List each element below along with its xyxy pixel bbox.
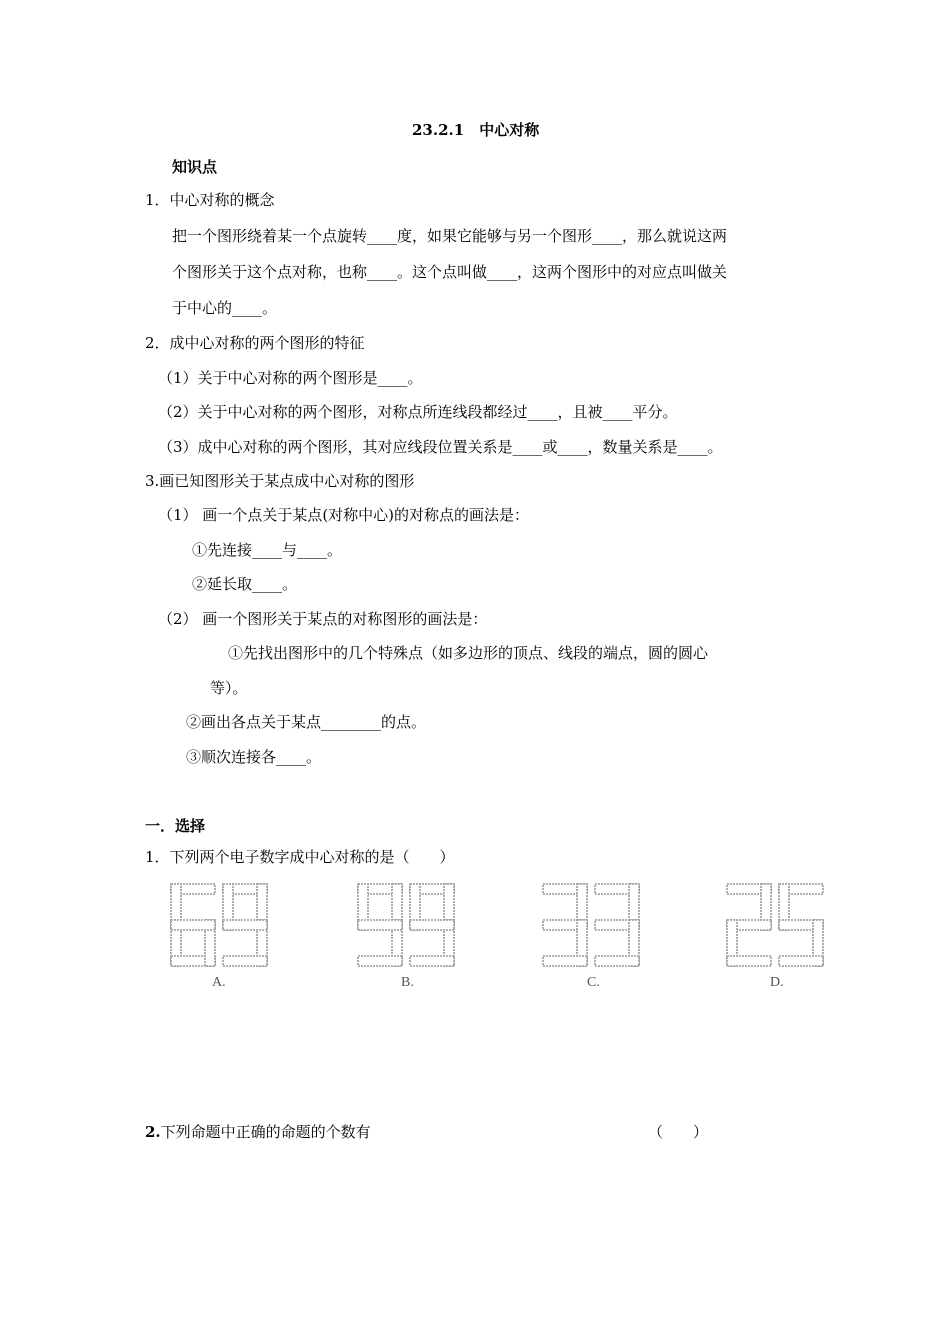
section-3-part-1-step-2: ②延长取____。 (192, 575, 298, 593)
section-3-part-2-step-3: ③顺次连接各____。 (186, 748, 322, 766)
section-1-line-3: 于中心的____。 (172, 299, 278, 317)
digit-segment (223, 920, 267, 930)
section-2-heading: 2．成中心对称的两个图形的特征 (145, 334, 365, 352)
section-2-item-3: （3）成中心对称的两个图形，其对应线段位置关系是____或____，数量关系是____。 (158, 438, 723, 456)
section-3-part-1-step-1: ①先连接____与____。 (192, 541, 343, 559)
digit-segment (358, 920, 402, 930)
section-2-item-1: （1）关于中心对称的两个图形是____。 (158, 369, 423, 387)
section-1-line-2: 个图形关于这个点对称，也称____。这个点叫做____，这两个图形中的对应点叫做关 (172, 263, 728, 281)
option-c-label: C. (587, 975, 600, 990)
digit-segment (410, 956, 454, 966)
exercise-heading: 一．选择 (145, 817, 206, 835)
digit-segment (595, 956, 639, 966)
digit-segment (779, 956, 823, 966)
section-2-item-2: （2）关于中心对称的两个图形，对称点所连线段都经过____，且被____平分。 (158, 403, 678, 421)
section-3-part-1: （1） 画一个点关于某点(对称中心)的对称点的画法是： (158, 506, 530, 524)
question-2-number: 2. (145, 1123, 161, 1141)
digit-segment (223, 956, 267, 966)
option-b-figure (355, 882, 457, 968)
section-1-heading: 1．中心对称的概念 (145, 191, 275, 209)
section-3-part-2: （2） 画一个图形关于某点的对称图形的画法是： (158, 610, 488, 628)
section-3-part-2-step-1: ①先找出图形中的几个特殊点（如多边形的顶点、线段的端点，圆的圆心 (228, 644, 709, 662)
question-2-text: 下列命题中正确的命题的个数有 (160, 1123, 371, 1141)
section-3-part-2-step-2: ②画出各点关于某点________的点。 (186, 713, 427, 731)
option-d-figure (724, 882, 826, 968)
question-2-answer-paren: （ ） (648, 1123, 709, 1141)
option-d-label: D. (770, 975, 784, 990)
digit-segment (358, 956, 402, 966)
option-a-label: A. (212, 975, 226, 990)
section-3-heading: 3.画已知图形关于某点成中心对称的图形 (145, 472, 415, 490)
digit-segment (171, 920, 215, 930)
question-2 (145, 1122, 371, 1142)
option-c-figure (540, 882, 642, 968)
question-1: 1．下列两个电子数字成中心对称的是（ ） (145, 848, 455, 866)
knowledge-heading: 知识点 (172, 158, 218, 176)
digit-segment (543, 956, 587, 966)
option-b-label: B. (401, 975, 414, 990)
digit-segment (410, 920, 454, 930)
option-a-figure (168, 882, 270, 968)
section-1-line-1: 把一个图形绕着某一个点旋转____度，如果它能够与另一个图形____，那么就说这两 (172, 227, 728, 245)
section-3-part-2-step-1-cont: 等）。 (210, 679, 248, 697)
page-title: 23.2.1 中心对称 (412, 121, 540, 139)
digit-segment (727, 956, 771, 966)
